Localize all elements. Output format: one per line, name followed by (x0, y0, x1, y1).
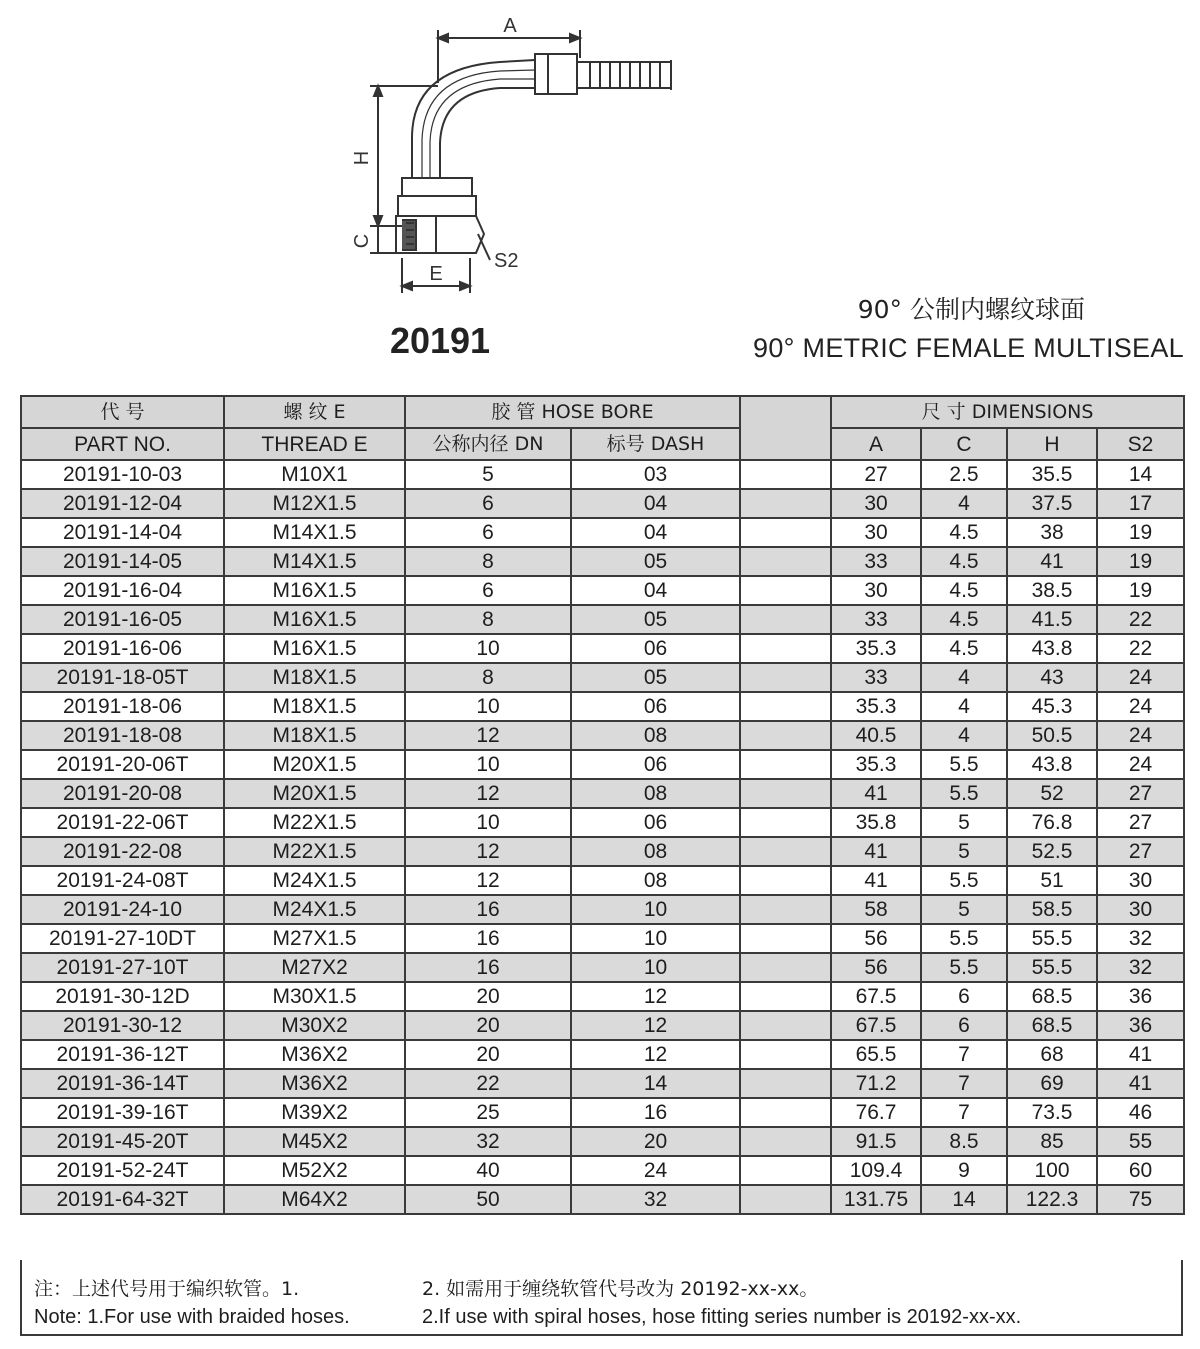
dim-h-cell: 122.3 (1007, 1185, 1097, 1214)
dim-c-cell: 5.5 (921, 924, 1007, 953)
blank-cell (740, 1127, 831, 1156)
dim-a-cell: 67.5 (831, 982, 921, 1011)
dim-a-label: A (503, 15, 517, 37)
header-c: C (921, 428, 1007, 460)
dim-c-cell: 5.5 (921, 953, 1007, 982)
blank-cell (740, 924, 831, 953)
dim-h-cell: 68.5 (1007, 1011, 1097, 1040)
dim-h-cell: 50.5 (1007, 721, 1097, 750)
dim-a-cell: 56 (831, 953, 921, 982)
notes-box (20, 1260, 1183, 1336)
thread-cell: M12X1.5 (224, 489, 405, 518)
thread-cell: M36X2 (224, 1040, 405, 1069)
dash-cell: 12 (571, 1011, 740, 1040)
dash-cell: 12 (571, 982, 740, 1011)
blank-cell (740, 605, 831, 634)
dim-s2-cell: 32 (1097, 924, 1184, 953)
dn-cell: 20 (405, 1040, 571, 1069)
thread-cell: M45X2 (224, 1127, 405, 1156)
dn-cell: 10 (405, 750, 571, 779)
dim-h-cell: 45.3 (1007, 692, 1097, 721)
dim-h-cell: 37.5 (1007, 489, 1097, 518)
blank-cell (740, 576, 831, 605)
part-no-cell: 20191-27-10T (21, 953, 224, 982)
dim-s2-cell: 19 (1097, 518, 1184, 547)
dn-cell: 5 (405, 460, 571, 489)
dim-c-cell: 4 (921, 721, 1007, 750)
dim-a-cell: 67.5 (831, 1011, 921, 1040)
dn-cell: 6 (405, 489, 571, 518)
thread-cell: M27X1.5 (224, 924, 405, 953)
blank-cell (740, 1069, 831, 1098)
table-row (21, 1069, 1184, 1098)
dim-c-cell: 5.5 (921, 779, 1007, 808)
dim-c-cell: 4 (921, 692, 1007, 721)
dim-h-cell: 68.5 (1007, 982, 1097, 1011)
header-hose-bore: 胶 管 HOSE BORE (405, 396, 740, 428)
dim-a-cell: 35.3 (831, 692, 921, 721)
header-thread-en: THREAD E (224, 428, 405, 460)
dn-cell: 20 (405, 1011, 571, 1040)
dim-e-label: E (429, 263, 443, 285)
dn-cell: 12 (405, 866, 571, 895)
table-row (21, 489, 1184, 518)
thread-cell: M27X2 (224, 953, 405, 982)
dim-a-cell: 91.5 (831, 1127, 921, 1156)
note-cn-2: 2. 如需用于缠绕软管代号改为 20192-xx-xx。 (422, 1278, 819, 1300)
dim-a-cell: 35.3 (831, 750, 921, 779)
thread-cell: M18X1.5 (224, 721, 405, 750)
dim-a-cell: 109.4 (831, 1156, 921, 1185)
fitting-drawing (350, 8, 690, 293)
thread-cell: M20X1.5 (224, 779, 405, 808)
table-row (21, 924, 1184, 953)
part-no-cell: 20191-30-12D (21, 982, 224, 1011)
dim-a-cell: 30 (831, 576, 921, 605)
part-no-cell: 20191-18-06 (21, 692, 224, 721)
dash-cell: 20 (571, 1127, 740, 1156)
dim-c-label: C (351, 233, 373, 249)
header-dn: 公称内径 DN (405, 428, 571, 460)
blank-cell (740, 692, 831, 721)
thread-cell: M16X1.5 (224, 576, 405, 605)
header-part-en: PART NO. (21, 428, 224, 460)
dim-h-cell: 43.8 (1007, 634, 1097, 663)
table-row (21, 460, 1184, 489)
header-blank (740, 396, 831, 460)
dash-cell: 12 (571, 1040, 740, 1069)
dim-a-cell: 41 (831, 779, 921, 808)
table-row (21, 837, 1184, 866)
dim-s2-cell: 22 (1097, 605, 1184, 634)
header-h: H (1007, 428, 1097, 460)
thread-cell: M30X1.5 (224, 982, 405, 1011)
dn-cell: 12 (405, 779, 571, 808)
dim-s2-cell: 32 (1097, 953, 1184, 982)
dash-cell: 06 (571, 750, 740, 779)
dn-cell: 8 (405, 547, 571, 576)
dash-cell: 16 (571, 1098, 740, 1127)
dash-cell: 08 (571, 866, 740, 895)
dim-a-cell: 131.75 (831, 1185, 921, 1214)
header-thread-cn: 螺 纹 E (224, 396, 405, 428)
dim-a-cell: 30 (831, 489, 921, 518)
blank-cell (740, 663, 831, 692)
table-row (21, 663, 1184, 692)
table-row (21, 518, 1184, 547)
dim-c-cell: 5.5 (921, 750, 1007, 779)
part-no-cell: 20191-20-08 (21, 779, 224, 808)
dim-c-cell: 4.5 (921, 547, 1007, 576)
part-no-cell: 20191-10-03 (21, 460, 224, 489)
dash-cell: 14 (571, 1069, 740, 1098)
dn-cell: 20 (405, 982, 571, 1011)
dash-cell: 05 (571, 547, 740, 576)
dim-s2-cell: 30 (1097, 895, 1184, 924)
dim-s2-cell: 22 (1097, 634, 1184, 663)
part-no-cell: 20191-24-08T (21, 866, 224, 895)
blank-cell (740, 1040, 831, 1069)
part-no-cell: 20191-36-12T (21, 1040, 224, 1069)
thread-cell: M16X1.5 (224, 605, 405, 634)
thread-cell: M64X2 (224, 1185, 405, 1214)
part-no-cell: 20191-18-05T (21, 663, 224, 692)
dn-cell: 16 (405, 924, 571, 953)
dn-cell: 12 (405, 837, 571, 866)
dim-c-cell: 9 (921, 1156, 1007, 1185)
thread-cell: M22X1.5 (224, 837, 405, 866)
thread-cell: M10X1 (224, 460, 405, 489)
part-code: 20191 (389, 320, 491, 361)
part-no-cell: 20191-22-06T (21, 808, 224, 837)
dash-cell: 06 (571, 808, 740, 837)
blank-cell (740, 982, 831, 1011)
dim-s2-cell: 27 (1097, 808, 1184, 837)
table-row (21, 1156, 1184, 1185)
dash-cell: 04 (571, 518, 740, 547)
part-no-cell: 20191-24-10 (21, 895, 224, 924)
part-no-cell: 20191-52-24T (21, 1156, 224, 1185)
dim-a-cell: 40.5 (831, 721, 921, 750)
thread-cell: M52X2 (224, 1156, 405, 1185)
dim-c-cell: 14 (921, 1185, 1007, 1214)
table-row (21, 692, 1184, 721)
dash-cell: 04 (571, 576, 740, 605)
dim-c-cell: 4.5 (921, 634, 1007, 663)
dash-cell: 08 (571, 837, 740, 866)
dim-h-cell: 85 (1007, 1127, 1097, 1156)
thread-cell: M18X1.5 (224, 663, 405, 692)
dim-s2-cell: 24 (1097, 721, 1184, 750)
dim-h-cell: 52 (1007, 779, 1097, 808)
dash-cell: 08 (571, 779, 740, 808)
dim-s2-cell: 55 (1097, 1127, 1184, 1156)
dim-c-cell: 6 (921, 1011, 1007, 1040)
dim-c-cell: 4.5 (921, 518, 1007, 547)
dim-a-cell: 35.8 (831, 808, 921, 837)
dim-s2-cell: 36 (1097, 982, 1184, 1011)
table-row (21, 953, 1184, 982)
dash-cell: 05 (571, 605, 740, 634)
dim-h-cell: 52.5 (1007, 837, 1097, 866)
table-row (21, 634, 1184, 663)
part-no-cell: 20191-45-20T (21, 1127, 224, 1156)
dim-h-cell: 43 (1007, 663, 1097, 692)
table-row (21, 750, 1184, 779)
table-row (21, 1098, 1184, 1127)
note-en-1: Note: 1.For use with braided hoses. (34, 1306, 350, 1328)
dim-s2-cell: 27 (1097, 779, 1184, 808)
dash-cell: 10 (571, 953, 740, 982)
dn-cell: 6 (405, 576, 571, 605)
blank-cell (740, 1011, 831, 1040)
dim-c-cell: 6 (921, 982, 1007, 1011)
title-english: 90° METRIC FEMALE MULTISEAL (753, 333, 1184, 363)
table-row (21, 866, 1184, 895)
part-no-cell: 20191-18-08 (21, 721, 224, 750)
dim-h-label: H (351, 150, 373, 166)
dim-s2-cell: 46 (1097, 1098, 1184, 1127)
dash-cell: 10 (571, 895, 740, 924)
table-row (21, 808, 1184, 837)
dim-a-cell: 76.7 (831, 1098, 921, 1127)
header-row-1 (21, 396, 1184, 428)
blank-cell (740, 866, 831, 895)
part-no-cell: 20191-36-14T (21, 1069, 224, 1098)
title-chinese: 90° 公制内螺纹球面 (857, 295, 1085, 324)
thread-cell: M18X1.5 (224, 692, 405, 721)
dn-cell: 10 (405, 634, 571, 663)
dim-s2-cell: 24 (1097, 663, 1184, 692)
dim-s2-cell: 41 (1097, 1069, 1184, 1098)
dim-s2-cell: 24 (1097, 750, 1184, 779)
blank-cell (740, 1156, 831, 1185)
dim-h-cell: 68 (1007, 1040, 1097, 1069)
dim-h-cell: 43.8 (1007, 750, 1097, 779)
part-no-cell: 20191-20-06T (21, 750, 224, 779)
thread-cell: M14X1.5 (224, 547, 405, 576)
dim-h-cell: 55.5 (1007, 924, 1097, 953)
dim-s2-cell: 75 (1097, 1185, 1184, 1214)
dim-c-cell: 5 (921, 895, 1007, 924)
dim-a-cell: 33 (831, 663, 921, 692)
dash-cell: 32 (571, 1185, 740, 1214)
dim-h-cell: 73.5 (1007, 1098, 1097, 1127)
dn-cell: 25 (405, 1098, 571, 1127)
dn-cell: 22 (405, 1069, 571, 1098)
part-no-cell: 20191-30-12 (21, 1011, 224, 1040)
dim-c-cell: 5 (921, 808, 1007, 837)
header-part-cn: 代 号 (21, 396, 224, 428)
dn-cell: 12 (405, 721, 571, 750)
dim-a-cell: 65.5 (831, 1040, 921, 1069)
blank-cell (740, 808, 831, 837)
dn-cell: 32 (405, 1127, 571, 1156)
part-no-cell: 20191-16-04 (21, 576, 224, 605)
part-no-cell: 20191-14-05 (21, 547, 224, 576)
thread-cell: M36X2 (224, 1069, 405, 1098)
table-row (21, 895, 1184, 924)
table-row (21, 721, 1184, 750)
blank-cell (740, 634, 831, 663)
header-a: A (831, 428, 921, 460)
blank-cell (740, 489, 831, 518)
part-no-cell: 20191-14-04 (21, 518, 224, 547)
part-no-cell: 20191-22-08 (21, 837, 224, 866)
table-row (21, 779, 1184, 808)
table-row (21, 1127, 1184, 1156)
dn-cell: 10 (405, 692, 571, 721)
dim-s2-cell: 30 (1097, 866, 1184, 895)
blank-cell (740, 750, 831, 779)
table-body (21, 460, 1184, 1214)
note-en-2: 2.If use with spiral hoses, hose fitting series number is 20192-xx-xx. (422, 1306, 1022, 1328)
dim-s2-cell: 60 (1097, 1156, 1184, 1185)
dash-cell: 08 (571, 721, 740, 750)
part-no-cell: 20191-16-05 (21, 605, 224, 634)
blank-cell (740, 547, 831, 576)
dim-h-cell: 38 (1007, 518, 1097, 547)
blank-cell (740, 837, 831, 866)
dim-c-cell: 8.5 (921, 1127, 1007, 1156)
dash-cell: 04 (571, 489, 740, 518)
table-row (21, 1011, 1184, 1040)
part-no-cell: 20191-27-10DT (21, 924, 224, 953)
dim-a-cell: 33 (831, 547, 921, 576)
dn-cell: 16 (405, 895, 571, 924)
thread-cell: M14X1.5 (224, 518, 405, 547)
dim-h-cell: 76.8 (1007, 808, 1097, 837)
dim-s2-cell: 27 (1097, 837, 1184, 866)
dn-cell: 10 (405, 808, 571, 837)
dash-cell: 10 (571, 924, 740, 953)
table-row (21, 605, 1184, 634)
header-row-2 (21, 428, 1184, 460)
dn-cell: 16 (405, 953, 571, 982)
dim-s2-cell: 14 (1097, 460, 1184, 489)
dim-c-cell: 5.5 (921, 866, 1007, 895)
dim-s2-cell: 36 (1097, 1011, 1184, 1040)
dim-a-cell: 41 (831, 837, 921, 866)
dim-c-cell: 4.5 (921, 605, 1007, 634)
dim-c-cell: 7 (921, 1040, 1007, 1069)
header-dimensions: 尺 寸 DIMENSIONS (831, 396, 1184, 428)
dim-c-cell: 2.5 (921, 460, 1007, 489)
dim-c-cell: 7 (921, 1069, 1007, 1098)
blank-cell (740, 1098, 831, 1127)
dim-a-cell: 33 (831, 605, 921, 634)
dim-a-cell: 71.2 (831, 1069, 921, 1098)
dim-s2-cell: 41 (1097, 1040, 1184, 1069)
dim-h-cell: 41.5 (1007, 605, 1097, 634)
dim-h-cell: 41 (1007, 547, 1097, 576)
dim-a-cell: 30 (831, 518, 921, 547)
blank-cell (740, 779, 831, 808)
thread-cell: M39X2 (224, 1098, 405, 1127)
dim-a-cell: 58 (831, 895, 921, 924)
dim-a-cell: 35.3 (831, 634, 921, 663)
note-cn-1: 注：上述代号用于编织软管。1. (34, 1278, 300, 1300)
header-dash: 标号 DASH (571, 428, 740, 460)
dash-cell: 05 (571, 663, 740, 692)
dim-s2-cell: 19 (1097, 576, 1184, 605)
table-row (21, 1040, 1184, 1069)
dim-s2-cell: 17 (1097, 489, 1184, 518)
part-no-cell: 20191-64-32T (21, 1185, 224, 1214)
dash-cell: 06 (571, 692, 740, 721)
thread-cell: M22X1.5 (224, 808, 405, 837)
dim-h-cell: 35.5 (1007, 460, 1097, 489)
thread-cell: M16X1.5 (224, 634, 405, 663)
part-no-cell: 20191-39-16T (21, 1098, 224, 1127)
dim-s2-label: S2 (494, 250, 519, 272)
dn-cell: 6 (405, 518, 571, 547)
dim-c-cell: 4 (921, 663, 1007, 692)
thread-cell: M20X1.5 (224, 750, 405, 779)
table-row (21, 982, 1184, 1011)
dim-c-cell: 7 (921, 1098, 1007, 1127)
dim-h-cell: 58.5 (1007, 895, 1097, 924)
dim-h-cell: 55.5 (1007, 953, 1097, 982)
dim-h-cell: 100 (1007, 1156, 1097, 1185)
dn-cell: 8 (405, 605, 571, 634)
part-no-cell: 20191-12-04 (21, 489, 224, 518)
header-s2: S2 (1097, 428, 1184, 460)
dim-s2-cell: 19 (1097, 547, 1184, 576)
dim-h-cell: 69 (1007, 1069, 1097, 1098)
dn-cell: 8 (405, 663, 571, 692)
thread-cell: M30X2 (224, 1011, 405, 1040)
thread-cell: M24X1.5 (224, 866, 405, 895)
blank-cell (740, 721, 831, 750)
dash-cell: 24 (571, 1156, 740, 1185)
dim-c-cell: 4 (921, 489, 1007, 518)
blank-cell (740, 460, 831, 489)
table-row (21, 576, 1184, 605)
spec-table (20, 395, 1185, 1215)
part-no-cell: 20191-16-06 (21, 634, 224, 663)
table-row (21, 1185, 1184, 1214)
blank-cell (740, 1185, 831, 1214)
dim-c-cell: 4.5 (921, 576, 1007, 605)
blank-cell (740, 895, 831, 924)
dim-a-cell: 56 (831, 924, 921, 953)
dn-cell: 40 (405, 1156, 571, 1185)
dim-s2-cell: 24 (1097, 692, 1184, 721)
blank-cell (740, 518, 831, 547)
table-row (21, 547, 1184, 576)
dn-cell: 50 (405, 1185, 571, 1214)
dim-a-cell: 41 (831, 866, 921, 895)
dash-cell: 03 (571, 460, 740, 489)
dim-h-cell: 38.5 (1007, 576, 1097, 605)
dim-h-cell: 51 (1007, 866, 1097, 895)
thread-cell: M24X1.5 (224, 895, 405, 924)
dim-c-cell: 5 (921, 837, 1007, 866)
dim-a-cell: 27 (831, 460, 921, 489)
blank-cell (740, 953, 831, 982)
dash-cell: 06 (571, 634, 740, 663)
